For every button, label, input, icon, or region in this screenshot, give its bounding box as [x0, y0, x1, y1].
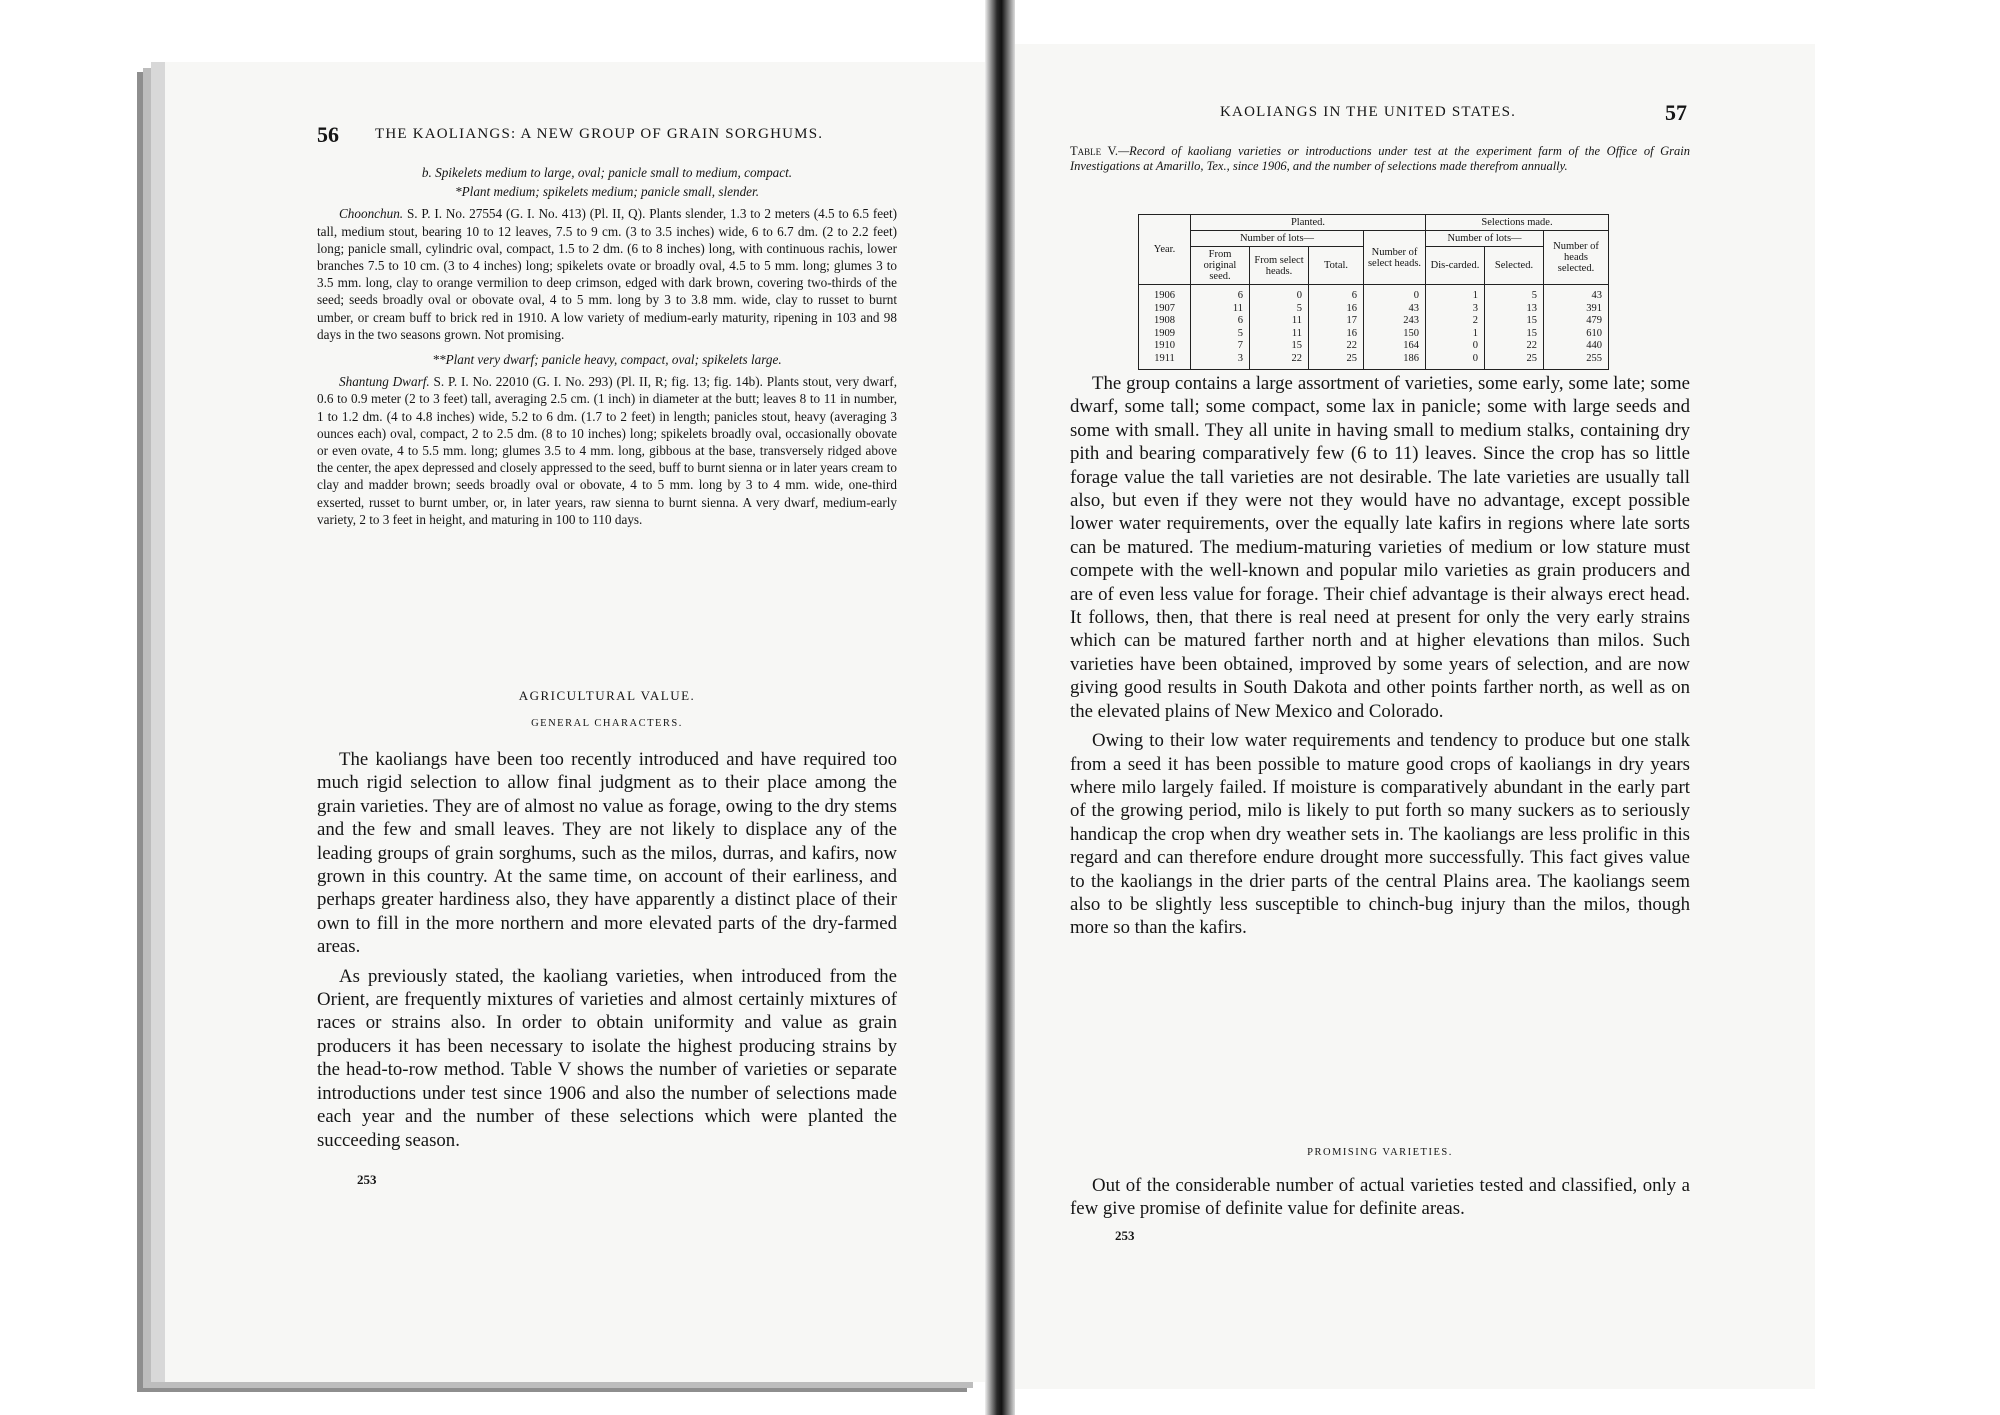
- shantung-name: Shantung Dwarf.: [339, 374, 430, 390]
- shantung-entry: [317, 373, 897, 528]
- th-lots-selected: Number of lots—: [1426, 231, 1544, 247]
- table-label: Table V.: [1070, 144, 1119, 158]
- table-cell-disc: 1: [1426, 328, 1485, 341]
- left-body-large: [317, 748, 897, 1158]
- table-cell-year: 1907: [1139, 303, 1191, 316]
- table-cell-heads: 150: [1364, 328, 1426, 341]
- th-selections: Selections made.: [1426, 215, 1609, 231]
- table-cell-disc: 0: [1426, 340, 1485, 353]
- table-v-body: [1139, 285, 1609, 370]
- table-v: [1138, 214, 1609, 370]
- right-para-2: Owing to their low water requirements and tendency to produce but one stalk from a seed it has been possible to mature good crops of kaoliangs in dry years where milo largely failed. If moisture is comparatively abundant in the early part of the growing period, milo is likely to put forth so many suckers as to seriously handicap the crop when dry weather sets in. The kaoliangs are less prolific in this regard and can therefore endure drought more successfully. This fact gives value to the kaoliangs in the drier parts of the central Plains area. The kaoliangs seem also to be slightly less susceptible to chinch-bug injury than the milos, though more so than the kafirs.: [1070, 730, 1690, 939]
- table-cell-heads: 186: [1364, 353, 1426, 370]
- table-cell-total: 16: [1309, 303, 1364, 316]
- table-cell-heads-sel: 255: [1544, 353, 1609, 370]
- left-footer-number: 253: [357, 1172, 377, 1187]
- th-discarded: Dis-carded.: [1426, 247, 1485, 285]
- table-row: [1139, 340, 1609, 353]
- shantung-text: S. P. I. No. 22010 (G. I. No. 293) (Pl. II, R; fig. 13; fig. 14b). Plants stout, very dwarf, 0.6 to 0.9 meter (2 to 3 feet) tall, averaging 2.5 cm. (1 inch) in diameter at the butt; leaves 8 to 11 in number, 1 to 1.2 dm. (4 to 4.8 inches) wide, 5.2 to 6 dm. (1.7 to 2 feet) in length; panicles stout, heavy (averaging 3 ounces each) oval, compact, 2 to 2.5 dm. (8 to 10 inches) long; spikelets broadly oval, occasionally obovate or even ovate, 4 to 5.5 mm. long; glumes 3.5 to 4 mm. long, gibbous at the base, transversely ridged above the center, the apex depressed and closely appressed to the seed, buff to burnt sienna or in later years cream to clay and madder brown; seeds broadly oval or obovate, 4 to 5 mm. long by 3 to 4 mm. wide, one-third exserted, russet to burnt umber, or, in later years, raw sienna to burnt sienna. A very dwarf, medium-early variety, 2 to 3 feet in height, and maturing in 100 to 110 days.: [317, 374, 897, 527]
- table-cell-disc: 2: [1426, 315, 1485, 328]
- th-lots-planted: Number of lots—: [1191, 231, 1364, 247]
- left-page-number: 56: [317, 122, 339, 147]
- table-cell-sel: 0: [1250, 285, 1309, 303]
- th-total: Total.: [1309, 247, 1364, 285]
- table-cell-sel: 15: [1250, 340, 1309, 353]
- table-cell-heads-sel: 43: [1544, 285, 1609, 303]
- right-para-3: Out of the considerable number of actual varieties tested and classified, only a few give promise of definite value for definite areas.: [1070, 1175, 1690, 1220]
- choonchun-name: Choonchun.: [339, 206, 404, 222]
- key-b1: *Plant medium; spikelets medium; panicle small, slender.: [455, 184, 759, 200]
- table-cell-heads-sel: 391: [1544, 303, 1609, 316]
- right-body-final: [1070, 1174, 1690, 1227]
- table-cell-sel: 11: [1250, 328, 1309, 341]
- right-page: [1005, 44, 1815, 1389]
- table-cell-selected: 25: [1485, 353, 1544, 370]
- promising-varieties-heading: PROMISING VARIETIES.: [1307, 1147, 1453, 1158]
- table-cell-sel: 5: [1250, 303, 1309, 316]
- table-cell-orig: 3: [1191, 353, 1250, 370]
- table-row: [1139, 315, 1609, 328]
- table-cell-orig: 6: [1191, 315, 1250, 328]
- table-cell-total: 25: [1309, 353, 1364, 370]
- right-para-1: The group contains a large assortment of varieties, some early, some late; some dwarf, some tall; some compact, some lax in panicle; some with large seeds and some with small. They all unite in having small to medium stalks, containing dry pith and bearing comparatively few (6 to 11) leaves. Since the crop has so little forage value the tall varieties are not desirable. The late varieties are usually tall also, but even if they were not they would have no advantage, except possible lower water requirements, over the equally late kafirs in regions where late sorts can be matured. The medium-maturing varieties of medium or low stature must compete with the well-known and popular milo varieties as grain producers and are of even less value for forage. Their chief advantage is their always erect head. It follows, then, that there is real need at present for only the very early strains which can be matured farther north and at higher elevations than milos. Such varieties have been obtained, improved by some years of selection, and are now giving good results in South Dakota and other points farther north, as well as on the elevated plains of New Mexico and Colorado.: [1070, 373, 1690, 722]
- table-cell-heads: 243: [1364, 315, 1426, 328]
- right-body-large: [1070, 372, 1690, 946]
- table-caption: [1070, 144, 1690, 173]
- table-cell-selected: 13: [1485, 303, 1544, 316]
- table-row: [1139, 303, 1609, 316]
- table-cell-heads-sel: 610: [1544, 328, 1609, 341]
- table-cell-orig: 5: [1191, 328, 1250, 341]
- table-cell-selected: 15: [1485, 315, 1544, 328]
- table-cell-heads-sel: 440: [1544, 340, 1609, 353]
- table-cell-selected: 15: [1485, 328, 1544, 341]
- th-heads-selected: Number of heads selected.: [1544, 231, 1609, 285]
- table-cell-disc: 3: [1426, 303, 1485, 316]
- table-cell-disc: 0: [1426, 353, 1485, 370]
- table-row: [1139, 353, 1609, 370]
- table-cell-total: 16: [1309, 328, 1364, 341]
- th-planted: Planted.: [1191, 215, 1426, 231]
- choonchun-text: S. P. I. No. 27554 (G. I. No. 413) (Pl. II, Q). Plants slender, 1.3 to 2 meters (4.5 to 6.5 feet) tall, medium stout, bearing 10 to 12 leaves, 7.5 to 9 cm. (3 to 3.5 inches) wide, 6 to 6.7 dm. (2 to 2.2 feet) long; panicle small, cylindric oval, compact, 1.5 to 2 dm. (6 to 8 inches) long, with continuous rachis, lower branches 7.5 to 10 cm. (3 to 4 inches) long; spikelets ovate or broadly oval, 4.5 to 5 mm. long; glumes 3 to 3.5 mm. long, clay to orange vermilion to deep crimson, edged with dark brown, covering two-thirds of the seed; seeds broadly oval or obovate oval, 4 to 5 mm. long by 3 to 3.8 mm. wide, clay to russet to burnt umber, or cream buff to brick red in 1910. A low variety of medium-early maturity, ripening in 103 and 98 days in the two seasons grown. Not promising.: [317, 206, 897, 342]
- table-cell-orig: 7: [1191, 340, 1250, 353]
- table-cell-heads: 164: [1364, 340, 1426, 353]
- th-number-select-heads: Number of select heads.: [1364, 231, 1426, 285]
- right-page-number: 57: [1665, 100, 1687, 125]
- table-caption-text: —Record of kaoliang varieties or introductions under test at the experiment farm of the Office of Grain Investigations at Amarillo, Tex., since 1906, and the number of selections made therefrom annually.: [1070, 144, 1691, 173]
- table-cell-total: 17: [1309, 315, 1364, 328]
- left-body-small: [317, 164, 897, 534]
- general-characters-heading: GENERAL CHARACTERS.: [531, 718, 683, 729]
- table-cell-year: 1909: [1139, 328, 1191, 341]
- left-para-2: As previously stated, the kaoliang varieties, when introduced from the Orient, are frequently mixtures of varieties and almost certainly mixtures of races or strains also. In order to obtain uniformity and value as grain producers it has been necessary to isolate the highest producing strains by the head-to-row method. Table V shows the number of varieties or separate introductions under test since 1906 and also the number of selections made each year and the number of these selections which were planted the succeeding season.: [317, 965, 897, 1151]
- key-b2: **Plant very dwarf; panicle heavy, compact, oval; spikelets large.: [432, 352, 782, 368]
- key-b: b. Spikelets medium to large, oval; panicle small to medium, compact.: [421, 165, 793, 180]
- table-cell-heads: 0: [1364, 285, 1426, 303]
- left-para-1: The kaoliangs have been too recently introduced and have required too much rigid selection to allow final judgment as to their place among the grain varieties. They are of almost no value as forage, owing to the dry stems and the few and small leaves. They are not likely to displace any of the leading groups of grain sorghums, such as the milos, durras, and kafirs, now grown in this country. At the same time, on account of their earliness, and perhaps greater hardiness also, they have apparently a distinct place of their own to fill in the more northern and more elevated parts of the dry-farmed areas.: [317, 749, 897, 958]
- right-running-head: KAOLIANGS IN THE UNITED STATES.: [1220, 104, 1517, 120]
- th-year: Year.: [1139, 215, 1191, 285]
- table-cell-selected: 22: [1485, 340, 1544, 353]
- table-cell-orig: 6: [1191, 285, 1250, 303]
- table-cell-heads: 43: [1364, 303, 1426, 316]
- table-cell-orig: 11: [1191, 303, 1250, 316]
- agricultural-value-heading: AGRICULTURAL VALUE.: [518, 688, 696, 703]
- page-edges: [150, 95, 164, 1380]
- table-row: [1139, 328, 1609, 341]
- table-row: [1139, 285, 1609, 303]
- left-running-head: THE KAOLIANGS: A NEW GROUP OF GRAIN SORGHUMS.: [375, 126, 824, 142]
- table-cell-disc: 1: [1426, 285, 1485, 303]
- th-from-select: From select heads.: [1250, 247, 1309, 285]
- table-cell-heads-sel: 479: [1544, 315, 1609, 328]
- table-cell-sel: 11: [1250, 315, 1309, 328]
- table-cell-year: 1906: [1139, 285, 1191, 303]
- left-page: [165, 62, 995, 1382]
- table-cell-year: 1911: [1139, 353, 1191, 370]
- choonchun-entry: [317, 205, 897, 343]
- table-cell-year: 1910: [1139, 340, 1191, 353]
- table-cell-selected: 5: [1485, 285, 1544, 303]
- th-from-original: From original seed.: [1191, 247, 1250, 285]
- right-footer-number: 253: [1115, 1228, 1135, 1243]
- table-cell-total: 22: [1309, 340, 1364, 353]
- th-selected: Selected.: [1485, 247, 1544, 285]
- table-cell-year: 1908: [1139, 315, 1191, 328]
- book-gutter: [985, 0, 1015, 1415]
- table-v-wrapper: [1138, 214, 1609, 370]
- table-cell-total: 6: [1309, 285, 1364, 303]
- table-cell-sel: 22: [1250, 353, 1309, 370]
